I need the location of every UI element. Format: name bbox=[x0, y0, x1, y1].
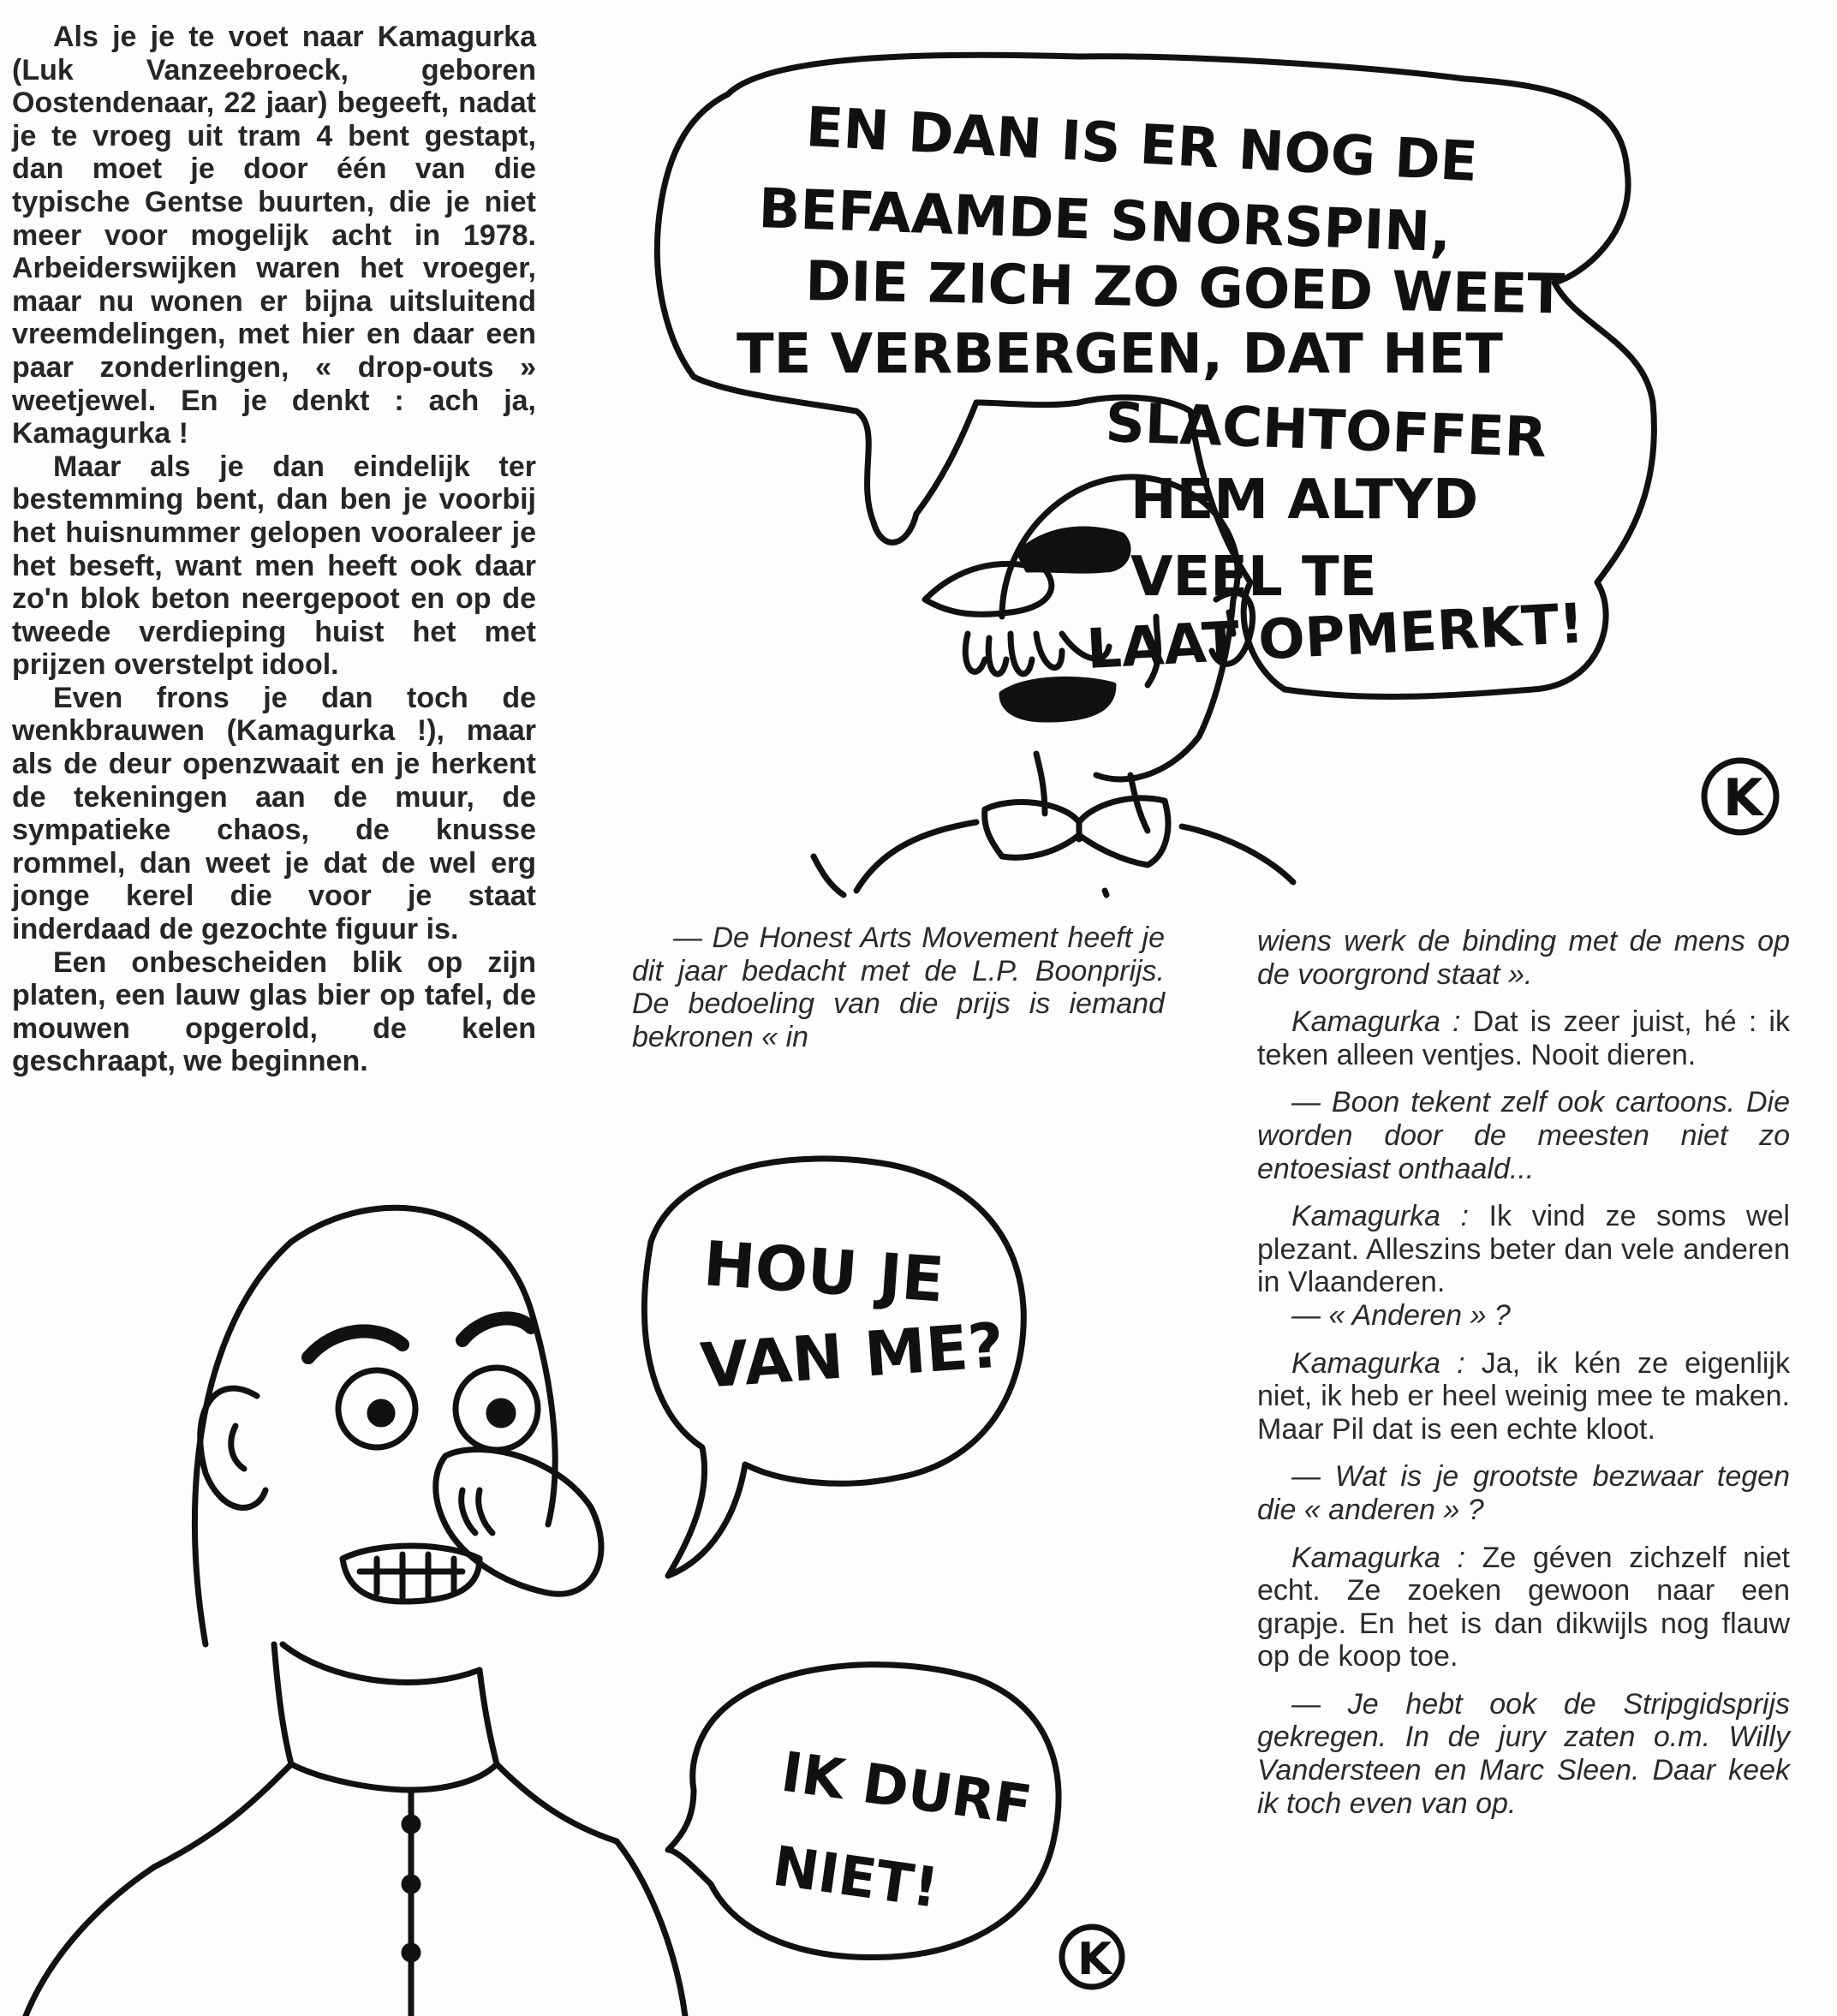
intro-column bbox=[12, 21, 536, 1078]
interview-question: — Wat is je grootste bezwaar tegen die « anderen » ? bbox=[1257, 1460, 1790, 1526]
speech-line: HEM ALTYD bbox=[1130, 468, 1479, 532]
answer-text: Ja, ik kén ze eigenlijk niet, ik heb er heel weinig mee te maken. Maar Pil dat is een echte kloot. bbox=[1257, 1346, 1790, 1446]
interview-answer bbox=[1257, 1542, 1790, 1673]
signature-letter: K bbox=[1077, 1934, 1112, 1985]
speech-line: TE VERBERGEN, DAT HET bbox=[737, 323, 1503, 386]
continuation-text: wiens werk de binding met de mens op de voorgrond staat ». bbox=[1257, 925, 1790, 991]
interview-column bbox=[1257, 925, 1790, 1834]
interview-answer bbox=[1257, 1200, 1790, 1299]
intro-paragraph: Even frons je dan toch de wenkbrauwen (Kamagurka !), maar als de deur openzwaait en je herkent de tekeningen aan de muur, de sympatieke chaos, de knusse rommel, dan weet je dat de wel erg jonge kerel die voor je staat inderdaad de gezochte figuur is. bbox=[12, 681, 536, 946]
cartoon-hou-je-van-me bbox=[0, 1113, 1233, 2016]
question-caption: — De Honest Arts Movement heeft je dit jaar bedacht met de L.P. Boonprijs. De bedoeling van die prijs is iemand bekronen « in bbox=[632, 922, 1165, 1053]
signature-letter: K bbox=[1723, 768, 1763, 828]
interview-answer bbox=[1257, 1005, 1790, 1071]
answer-text: Ik vind ze soms wel plezant. Alleszins beter dan vele anderen in Vlaanderen. bbox=[1257, 1200, 1790, 1299]
speaker-name: Kamagurka : bbox=[1291, 1541, 1465, 1574]
speaker-name: Kamagurka : bbox=[1291, 1346, 1465, 1380]
intro-paragraph: Maar als je dan eindelijk ter bestemming bent, dan ben je voorbij het huisnummer gelopen vooraleer je het beseft, want men heeft ook daar zo'n blok beton neergepoot en op de tweede verdieping huist het met prijzen overstelpt idool. bbox=[12, 450, 536, 682]
cartoon-snorspin bbox=[599, 0, 1837, 899]
speaker-name: Kamagurka : bbox=[1291, 1005, 1461, 1039]
bubble-1-line: VAN ME? bbox=[698, 1309, 1006, 1402]
interview-answer bbox=[1257, 1347, 1790, 1446]
intro-paragraph: Een onbescheiden blik op zijn platen, een lauw glas bier op tafel, de mouwen opgerold, de kelen geschraapt, we beginnen. bbox=[12, 945, 536, 1078]
answer-text: Ze géven zichzelf niet echt. Ze zoeken gewoon naar een grapje. En het is dan dikwijls nog flauw op de koop toe. bbox=[1257, 1541, 1790, 1673]
interview-question: — Je hebt ook de Stripgidsprijs gekregen. In de jury zaten o.m. Willy Vandersteen en Marc Sleen. Daar keek ik toch even van op. bbox=[1257, 1687, 1790, 1820]
speech-line: EN DAN IS ER NOG DE bbox=[804, 96, 1480, 195]
interview-question: — « Anderen » ? bbox=[1291, 1298, 1511, 1332]
speech-line: BEFAAMDE SNORSPIN, bbox=[757, 177, 1452, 265]
interview-items bbox=[1257, 1005, 1790, 1820]
answer-text: Dat is zeer juist, hé : ik teken alleen ventjes. Nooit dieren. bbox=[1257, 1005, 1790, 1071]
interview-question: — Boon tekent zelf ook cartoons. Die worden door de meesten niet zo entoesiast onthaald... bbox=[1257, 1086, 1790, 1185]
intro-paragraph: Als je je te voet naar Kamagurka (Luk Vanzeebroeck, geboren Oostendenaar, 22 jaar) begeeft, nadat je te vroeg uit tram 4 bent gestapt, dan moet je door één van die typische Gentse buurten, die je niet meer voor mogelijk acht in 1978. Arbeiderswijken waren het vroeger, maar nu wonen er bijna uitsluitend vreemdelingen, met hier en daar een paar zonderlingen, « drop-outs » weetjewel. En je denkt : ach ja, Kamagurka ! bbox=[12, 21, 536, 450]
bubble-2-line: IK DURF bbox=[777, 1740, 1035, 1839]
speech-line: SLACHTOFFER bbox=[1104, 391, 1548, 470]
bubble-1-line: HOU JE bbox=[701, 1227, 946, 1316]
speech-line: DIE ZICH ZO GOED WEET bbox=[804, 250, 1566, 327]
speech-line: LAAT OPMERKT! bbox=[1084, 592, 1586, 682]
speaker-name: Kamagurka : bbox=[1291, 1200, 1469, 1233]
speech-line: VEEL TE bbox=[1130, 546, 1377, 609]
bubble-2-line: NIET! bbox=[768, 1834, 943, 1921]
